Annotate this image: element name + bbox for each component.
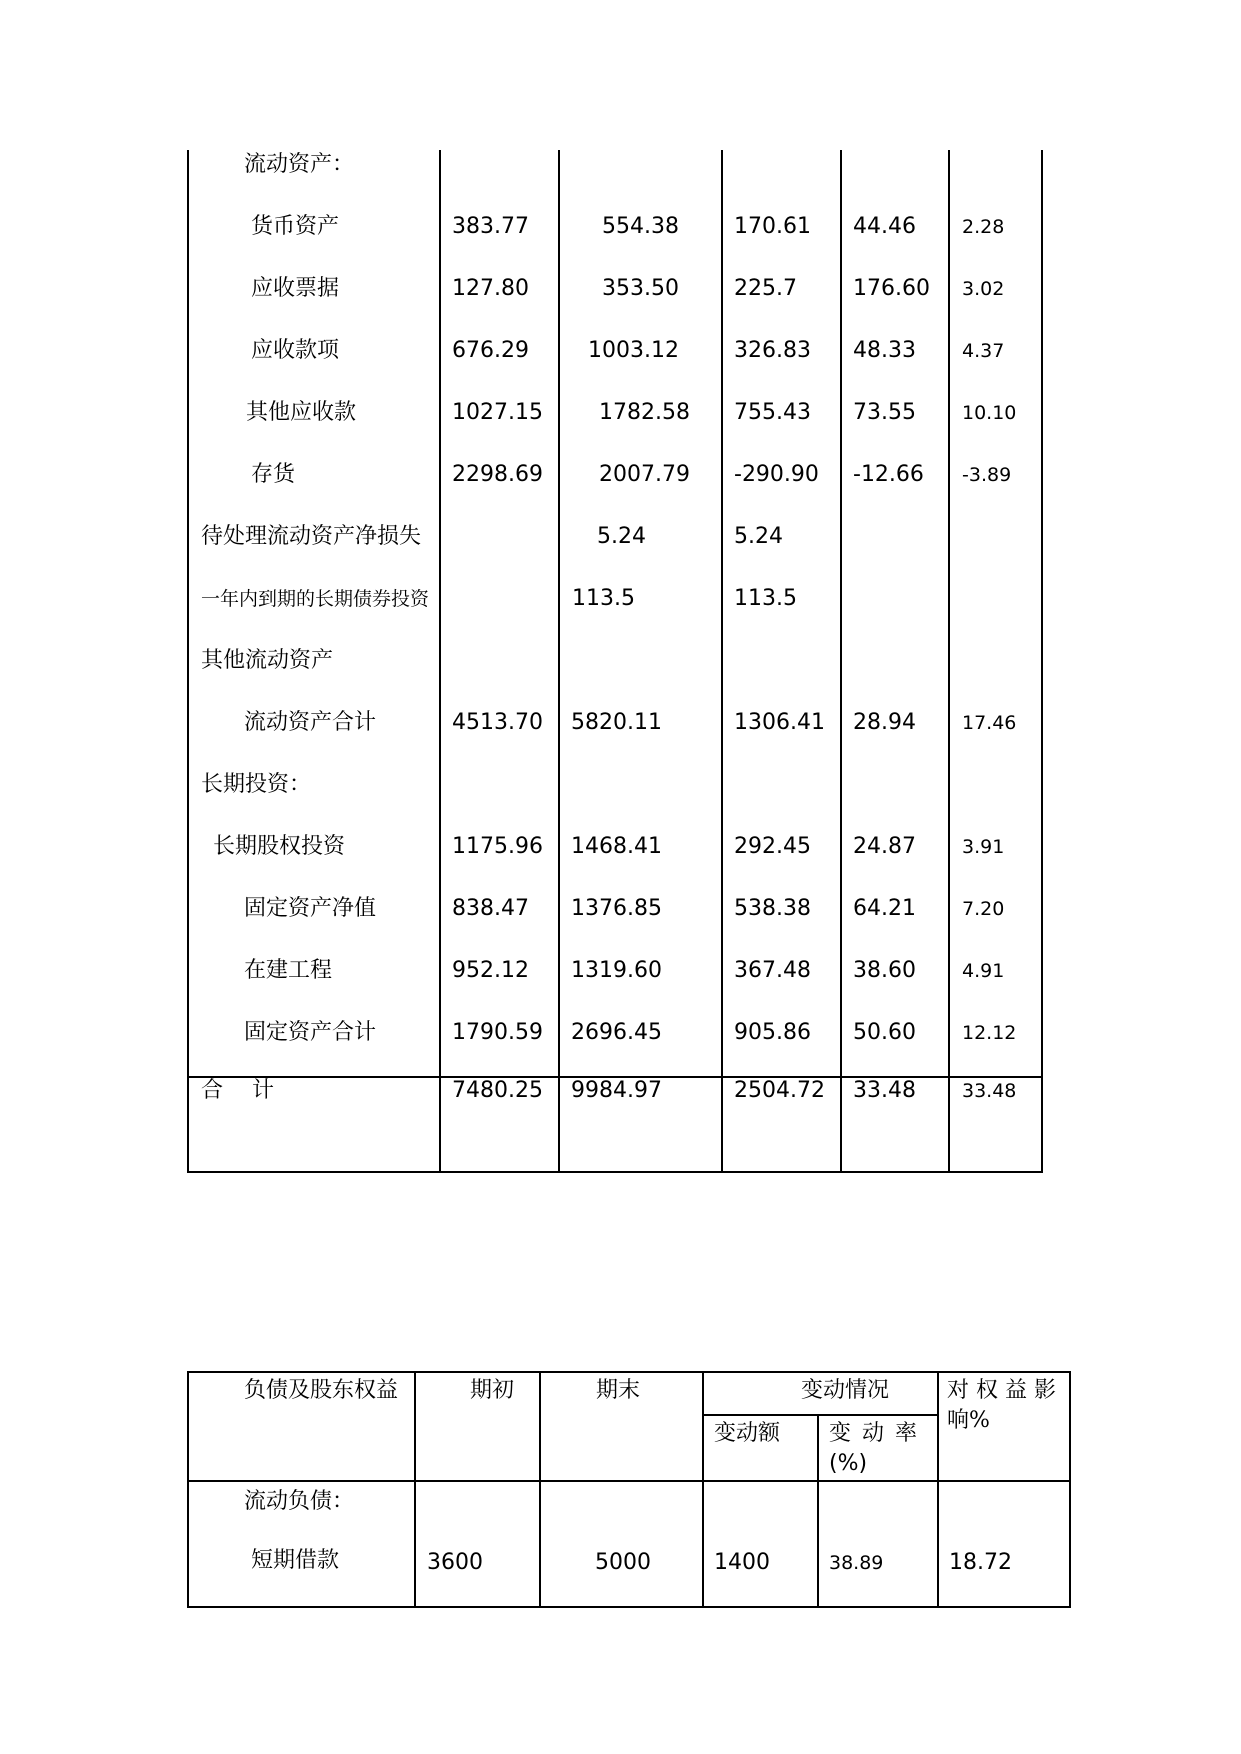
change-value: 905.86 [734,1020,811,1045]
end-value: 2696.45 [571,1020,662,1045]
row-label: 长期股权投资 [213,834,346,859]
impact-value: 12.12 [962,1022,1017,1044]
liabilities-table [187,1371,1071,1608]
rate-value: 33.48 [853,1078,916,1103]
change-value: 367.48 [734,958,811,983]
row-label: 应收票据 [251,276,340,301]
row-label: 长期投资： [201,772,312,797]
change-value: 5.24 [734,524,783,549]
row-label: 其他流动资产 [201,648,334,673]
change-value: 1306.41 [734,710,825,735]
change-value: 755.43 [734,400,811,425]
start-value: 3600 [427,1550,483,1575]
change-value: 292.45 [734,834,811,859]
table-row [187,894,1043,934]
start-value: 2298.69 [452,462,543,487]
table-row [187,956,1043,996]
total-label: 合 计 [201,1078,274,1103]
start-value: 1027.15 [452,400,543,425]
impact-value: 3.02 [962,278,1005,300]
end-value: 5820.11 [571,710,662,735]
rate-value: 73.55 [853,400,916,425]
start-value: 676.29 [452,338,529,363]
end-value: 5.24 [597,524,646,549]
table-row [187,832,1043,872]
change-value: -290.90 [734,462,819,487]
change-value: 1400 [714,1550,770,1575]
row-label: 短期借款 [251,1548,340,1573]
liabilities-table-subheader-rule [702,1414,939,1416]
end-value: 9984.97 [571,1078,662,1103]
table-row [187,150,1043,190]
row-label: 货币资产 [251,214,340,239]
liabilities-table-divider-start [539,1371,541,1608]
header-item: 负债及股东权益 [244,1378,399,1403]
end-value: 5000 [595,1550,651,1575]
change-value: 225.7 [734,276,797,301]
start-value: 127.80 [452,276,529,301]
row-label: 待处理流动资产净损失 [201,524,422,549]
end-value: 1468.41 [571,834,662,859]
impact-value: 4.37 [962,340,1005,362]
rate-value: 44.46 [853,214,916,239]
row-label: 流动资产： [244,152,355,177]
header-end: 期末 [596,1378,641,1403]
rate-value: 38.89 [829,1552,884,1574]
liabilities-table-border-right [1069,1371,1071,1608]
start-value: 838.47 [452,896,529,921]
change-value: 113.5 [734,586,797,611]
table-row [187,398,1043,438]
impact-value: 17.46 [962,712,1017,734]
end-value: 1376.85 [571,896,662,921]
table-row [187,274,1043,314]
header-change-rate-unit: (%) [829,1451,868,1476]
start-value: 4513.70 [452,710,543,735]
rate-value: 64.21 [853,896,916,921]
header-change-rate: 变 动 率 [829,1421,919,1446]
change-value: 170.61 [734,214,811,239]
row-label: 一年内到期的长期债券投资 [201,588,430,610]
impact-value: 4.91 [962,960,1005,982]
impact-value: 3.91 [962,836,1005,858]
row-label: 固定资产净值 [244,896,377,921]
table-row [187,522,1043,562]
rate-value: 50.60 [853,1020,916,1045]
impact-value: 10.10 [962,402,1017,424]
liabilities-table-border-left [187,1371,189,1608]
impact-value: 7.20 [962,898,1005,920]
table-row [187,212,1043,252]
section-label: 流动负债： [244,1489,355,1514]
total-row [187,1076,1043,1116]
table-row [187,770,1043,810]
end-value: 353.50 [602,276,679,301]
change-value: 326.83 [734,338,811,363]
end-value: 2007.79 [599,462,690,487]
liabilities-table-divider-end [702,1371,704,1608]
start-value: 952.12 [452,958,529,983]
rate-value: 176.60 [853,276,930,301]
table-row [187,336,1043,376]
impact-value: -3.89 [962,464,1012,486]
end-value: 113.5 [572,586,635,611]
start-value: 7480.25 [452,1078,543,1103]
end-value: 554.38 [602,214,679,239]
row-label: 其他应收款 [246,400,357,425]
end-value: 1003.12 [588,338,679,363]
liabilities-table-divider-change [817,1414,819,1608]
row-label: 应收款项 [251,338,340,363]
start-value: 383.77 [452,214,529,239]
header-change-group: 变动情况 [801,1378,890,1403]
change-value: 538.38 [734,896,811,921]
impact-value: 18.72 [949,1550,1012,1575]
impact-value: 33.48 [962,1080,1017,1102]
table-row [187,1018,1043,1058]
header-start: 期初 [470,1378,515,1403]
liabilities-table-divider-item [414,1371,416,1608]
impact-value: 2.28 [962,216,1005,238]
table-row [187,708,1043,748]
end-value: 1319.60 [571,958,662,983]
rate-value: 28.94 [853,710,916,735]
rate-value: -12.66 [853,462,924,487]
table-row [187,584,1043,624]
row-label: 流动资产合计 [244,710,377,735]
liabilities-table-divider-rate [937,1371,939,1608]
table-row [187,460,1043,500]
table-row [187,646,1043,686]
rate-value: 38.60 [853,958,916,983]
start-value: 1790.59 [452,1020,543,1045]
row-label: 存货 [251,462,296,487]
row-label: 在建工程 [244,958,333,983]
end-value: 1782.58 [599,400,690,425]
header-impact-unit: 响% [947,1408,990,1433]
change-value: 2504.72 [734,1078,825,1103]
rate-value: 48.33 [853,338,916,363]
start-value: 1175.96 [452,834,543,859]
header-impact: 对 权 益 影 [947,1378,1056,1403]
row-label: 固定资产合计 [244,1020,377,1045]
assets-table [187,150,1043,1173]
assets-table-border-bottom [187,1171,1043,1173]
header-change-amount: 变动额 [714,1421,781,1446]
rate-value: 24.87 [853,834,916,859]
